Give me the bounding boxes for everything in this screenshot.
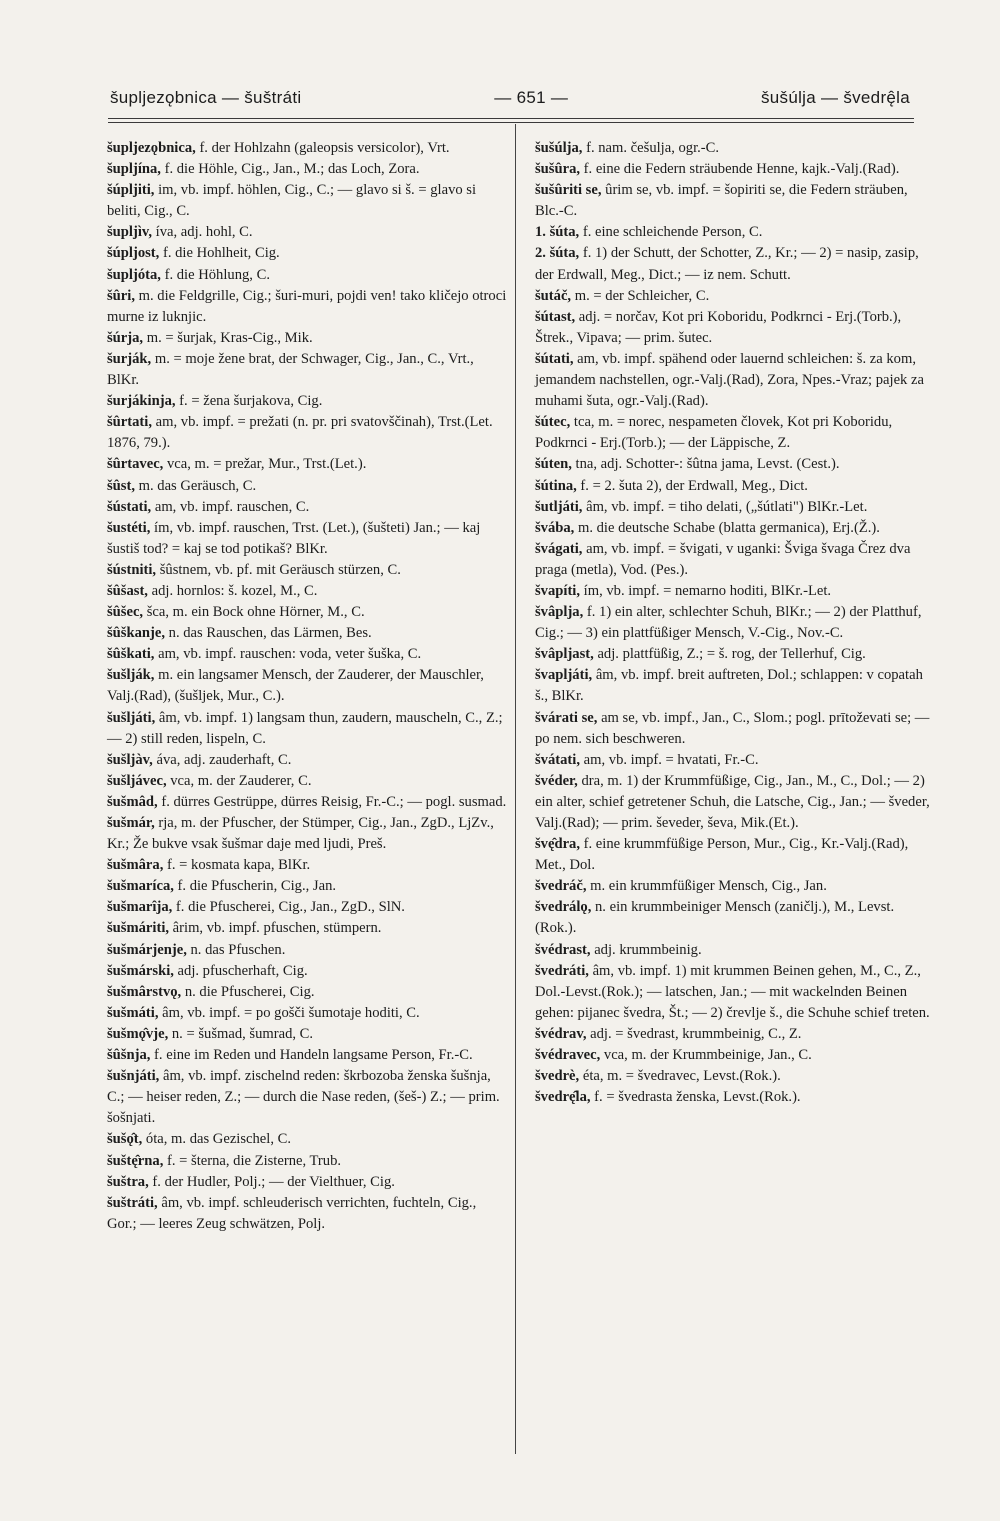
entry-definition: m. die deutsche Schabe (blatta germanica), Erj.(Ž.).	[574, 519, 880, 536]
dictionary-entry	[535, 412, 935, 454]
dictionary-entry	[535, 961, 935, 1024]
entry-definition: f. der Hudler, Polj.; — der Vielthuer, Cig.	[148, 1173, 395, 1190]
dictionary-entry	[107, 961, 507, 982]
entry-headword: šušlják,	[107, 667, 155, 684]
entry-headword: šušljàv,	[107, 751, 153, 768]
dictionary-entry	[107, 813, 507, 855]
entry-headword: šúten,	[535, 456, 572, 473]
dictionary-entry	[107, 855, 507, 876]
entry-definition: am se, vb. impf., Jan., C., Slom.; pogl. prītoževati se; — po nem. sich beschweren.	[535, 709, 930, 747]
dictionary-entry	[107, 1151, 507, 1172]
dictionary-entry	[535, 307, 935, 349]
entry-definition: n. ein krummbeiniger Mensch (zaničlj.), M., Levst.(Rok.).	[535, 899, 895, 937]
dictionary-entry	[535, 708, 935, 750]
entry-headword: švárati se,	[535, 709, 598, 726]
dictionary-entry	[535, 518, 935, 539]
entry-definition: f. 1) ein alter, schlechter Schuh, BlKr.; — 2) der Platthuf, Cig.; — 3) ein plattfüßiger Mensch, V.-Cig., Nov.-C.	[535, 604, 922, 642]
entry-definition: íva, adj. hohl, C.	[152, 224, 253, 241]
entry-headword: švedráti,	[535, 962, 589, 979]
entry-headword: šurják,	[107, 350, 152, 367]
entry-definition: n. das Rauschen, das Lärmen, Bes.	[165, 625, 372, 642]
entry-definition: rja, m. der Pfuscher, der Stümper, Cig., Jan., ZgD., LjZv., Kr.; Že bukve vsak šušmar daje med ljudi, Preš.	[107, 815, 494, 853]
entry-definition: m. = der Schleicher, C.	[571, 287, 710, 304]
header-rule	[108, 118, 914, 119]
entry-headword: šûšast,	[107, 582, 148, 599]
entry-definition: am, vb. impf. spähend oder lauernd schleichen: š. za kom, jemandem nachstellen, ogr.-Valj.(Rad), Zora, Npes.-Vraz; pajek za muhami šuta, ogr.-Valj.(Rad).	[535, 350, 924, 410]
entry-headword: šušmárjenje,	[107, 941, 187, 958]
entry-definition: f. = šterna, die Zisterne, Trub.	[163, 1152, 342, 1169]
entry-headword: šupljezǫbnica,	[107, 140, 196, 156]
dictionary-entry	[107, 560, 507, 581]
entry-headword: šutáč,	[535, 287, 572, 304]
entry-headword: šûst,	[107, 477, 135, 494]
entry-definition: adj. = švedrast, krummbeinig, C., Z.	[586, 1025, 802, 1042]
entry-definition: f. die Höhle, Cig., Jan., M.; das Loch, Zora.	[160, 161, 420, 178]
entry-headword: švába,	[535, 519, 575, 536]
entry-headword: šupljóta,	[107, 266, 161, 283]
dictionary-entry	[535, 454, 935, 475]
dictionary-entry	[107, 792, 507, 813]
entry-headword: šûšnja,	[107, 1047, 151, 1064]
dictionary-entry	[535, 180, 935, 222]
dictionary-entry	[535, 940, 935, 961]
entry-headword: švedráč,	[535, 878, 587, 895]
entry-headword: šúrja,	[107, 329, 144, 346]
dictionary-entry	[107, 454, 507, 475]
entry-headword: šutljáti,	[535, 498, 583, 515]
entry-headword: šušmár,	[107, 815, 155, 831]
entry-headword: šustéti,	[107, 519, 151, 536]
entry-definition: f. der Hohlzahn (galeopsis versicolor), Vrt.	[195, 140, 450, 156]
entry-headword: švapljáti,	[535, 667, 593, 684]
entry-definition: f. nam. češulja, ogr.-C.	[582, 140, 720, 156]
entry-headword: šuštra,	[107, 1173, 149, 1190]
entry-definition: âm, vb. impf. = po gošči šumotaje hoditi, C.	[158, 1004, 420, 1021]
entry-headword: švédrav,	[535, 1025, 587, 1042]
entry-definition: n. die Pfuscherei, Cig.	[181, 983, 315, 1000]
dictionary-entry	[535, 243, 935, 285]
entry-headword: šušmâd,	[107, 793, 158, 810]
entry-definition: ârim, vb. impf. pfuschen, stümpern.	[169, 920, 382, 937]
left-column	[107, 138, 507, 1235]
dictionary-entry	[107, 644, 507, 665]
dictionary-entry	[535, 1087, 935, 1108]
entry-headword: šušmáriti,	[107, 920, 170, 937]
entry-headword: šušmarîja,	[107, 899, 173, 916]
entry-definition: am, vb. impf. = prežati (n. pr. pri svatovščinah), Trst.(Let. 1876, 79.).	[107, 414, 493, 452]
entry-headword: šûrtavec,	[107, 456, 164, 473]
entry-headword: šušmǫ̂vje,	[107, 1025, 169, 1042]
entry-headword: švágati,	[535, 540, 583, 557]
entry-definition: im, vb. impf. höhlen, Cig., C.; — glavo si š. = glavo si beliti, Cig., C.	[107, 182, 477, 220]
dictionary-entry	[535, 159, 935, 180]
dictionary-entry	[107, 918, 507, 939]
entry-headword: šupljìv,	[107, 224, 153, 241]
entry-definition: vca, m. der Zauderer, C.	[166, 772, 312, 789]
entry-headword: šútina,	[535, 477, 577, 494]
dictionary-entry	[107, 518, 507, 560]
entry-definition: adj. hornlos: š. kozel, M., C.	[147, 582, 318, 599]
entry-definition: n. das Pfuschen.	[186, 941, 286, 958]
entry-definition: m. ein langsamer Mensch, der Zauderer, der Mauschler, Valj.(Rad), (šušljek, Mur., C.).	[107, 667, 484, 705]
entry-definition: éta, m. = švedravec, Levst.(Rok.).	[579, 1068, 781, 1085]
dictionary-entry	[107, 1045, 507, 1066]
dictionary-entry	[107, 138, 507, 159]
entry-definition: adj. = norčav, Kot pri Koboridu, Podkrnci - Erj.(Torb.), Štrek., Vipava; — prim. šutec.	[535, 308, 902, 346]
entry-headword: šûri,	[107, 287, 135, 304]
entry-definition: adj. krummbeinig.	[590, 941, 702, 958]
dictionary-entry	[107, 623, 507, 644]
entry-headword: šušûra,	[535, 161, 581, 178]
entry-headword: šušmârstvǫ,	[107, 983, 182, 1000]
entry-definition: dra, m. 1) der Krummfüßige, Cig., Jan., M., C., Dol.; — 2) ein alter, schief getretener Schuh, die Latsche, Cig., Jan.; — šveder, Valj.(Rad); — prim. ševeder, ševa, Mik.(Et.).	[535, 772, 930, 831]
entry-headword: šušnjáti,	[107, 1068, 160, 1085]
entry-definition: am, vb. impf. rauschen, C.	[151, 498, 310, 515]
entry-definition: am, vb. impf. = hvatati, Fr.-C.	[580, 751, 759, 768]
entry-definition: tna, adj. Schotter-: šûtna jama, Levst. (Cest.).	[571, 456, 840, 473]
dictionary-entry	[107, 1066, 507, 1129]
entry-headword: šútec,	[535, 414, 571, 431]
column-divider	[515, 124, 516, 1454]
dictionary-entry	[107, 602, 507, 623]
entry-headword: 2. šúta,	[535, 245, 580, 262]
entry-headword: šušmâra,	[107, 857, 164, 874]
dictionary-entry	[107, 1172, 507, 1193]
entry-definition: ím, vb. impf. = nemarno hoditi, BlKr.-Let.	[580, 582, 832, 599]
dictionary-entry	[535, 834, 935, 876]
dictionary-entry	[107, 1003, 507, 1024]
dictionary-entry	[535, 771, 935, 834]
header-left: šupljezǫbnica — šuštráti	[110, 88, 302, 107]
entry-definition: m. die Feldgrille, Cig.; šuri-muri, pojdi ven! tako kličejo otroci murne iz luknjic.	[107, 287, 507, 325]
entry-definition: f. = kosmata kapa, BlKr.	[163, 857, 311, 874]
entry-definition: áva, adj. zauderhaft, C.	[152, 751, 292, 768]
entry-headword: šurjákinja,	[107, 393, 176, 410]
dictionary-entry	[535, 665, 935, 707]
dictionary-entry	[535, 1066, 935, 1087]
entry-headword: šûškanje,	[107, 625, 165, 642]
dictionary-entry	[107, 391, 507, 412]
entry-definition: m. = šurjak, Kras-Cig., Mik.	[143, 329, 313, 346]
dictionary-entry	[535, 1045, 935, 1066]
entry-headword: švedrálǫ,	[535, 899, 592, 916]
entry-headword: švedrę̂la,	[535, 1089, 591, 1106]
entry-definition: tca, m. = norec, nespameten človek, Kot pri Koboridu, Podkrnci - Erj.(Torb.); — der Läppische, Z.	[535, 414, 893, 452]
entry-headword: šústniti,	[107, 561, 157, 578]
entry-headword: šuštę̂rna,	[107, 1152, 164, 1169]
entry-definition: m. ein krummfüßiger Mensch, Cig., Jan.	[586, 878, 827, 895]
entry-definition: f. = 2. šuta 2), der Erdwall, Meg., Dict.	[576, 477, 808, 494]
dictionary-entry	[107, 159, 507, 180]
header-rule-double	[108, 122, 914, 123]
entry-definition: f. eine krummfüßige Person, Mur., Cig., Kr.-Valj.(Rad), Met., Dol.	[535, 836, 909, 874]
entry-definition: âm, vb. impf. 1) mit krummen Beinen gehen, M., C., Z., Dol.-Levst.(Rok.); — latschen, Jan.; — mit wackelnden Beinen gehen: pijanec švedra, Št.; — 2) črevlje š., die Schuhe schief treten.	[535, 962, 930, 1021]
dictionary-entry	[535, 602, 935, 644]
dictionary-entry	[107, 897, 507, 918]
entry-headword: švâplja,	[535, 604, 584, 621]
entry-headword: švapíti,	[535, 582, 581, 599]
entry-definition: n. = šušmad, šumrad, C.	[168, 1025, 314, 1042]
dictionary-entry	[107, 222, 507, 243]
entry-definition: ím, vb. impf. rauschen, Trst. (Let.), (šušteti) Jan.; — kaj šustiš tod? = kaj se tod potikaš? BlKr.	[107, 519, 481, 557]
entry-definition: adj. pfuscherhaft, Cig.	[173, 962, 308, 979]
entry-headword: švátati,	[535, 751, 580, 768]
dictionary-entry	[535, 476, 935, 497]
entry-definition: âm, vb. impf. = tiho delati, („šútlati") BlKr.-Let.	[582, 498, 868, 515]
dictionary-entry	[107, 940, 507, 961]
dictionary-entry	[107, 243, 507, 264]
entry-headword: šušǫ̂t,	[107, 1131, 143, 1148]
dictionary-entry	[535, 497, 935, 518]
entry-definition: vca, m. = prežar, Mur., Trst.(Let.).	[163, 456, 367, 473]
entry-definition: f. eine im Reden und Handeln langsame Person, Fr.-C.	[150, 1047, 473, 1064]
entry-definition: âm, vb. impf. schleuderisch verrichten, fuchteln, Cig., Gor.; — leeres Zeug schwätzen, Polj.	[107, 1194, 477, 1232]
entry-headword: šupljína,	[107, 161, 161, 178]
entry-definition: m. = moje žene brat, der Schwager, Cig., Jan., C., Vrt., BlKr.	[107, 350, 474, 389]
dictionary-entry	[107, 665, 507, 707]
dictionary-entry	[107, 1024, 507, 1045]
entry-definition: f. dürres Gestrüppe, dürres Reisig, Fr.-C.; — pogl. susmad.	[157, 793, 507, 810]
entry-headword: šuštráti,	[107, 1194, 158, 1211]
entry-headword: šûšec,	[107, 604, 144, 621]
entry-headword: šušmárski,	[107, 962, 174, 979]
dictionary-entry	[535, 222, 935, 243]
entry-definition: adj. plattfüßig, Z.; = š. rog, der Tellerhuf, Cig.	[593, 646, 866, 663]
entry-headword: šústati,	[107, 498, 152, 515]
dictionary-entry	[535, 897, 935, 939]
entry-definition: f. eine schleichende Person, C.	[579, 224, 763, 241]
entry-headword: švédrast,	[535, 941, 591, 958]
entry-definition: šûstnem, vb. pf. mit Geräusch stürzen, C.	[156, 561, 401, 578]
entry-headword: šúpljost,	[107, 245, 160, 262]
entry-definition: ûrim se, vb. impf. = šopiriti se, die Federn sträuben, Blc.-C.	[535, 182, 908, 220]
header-right: šušúlja — švedrę̂la	[760, 88, 910, 107]
entry-definition: f. = švedrasta ženska, Levst.(Rok.).	[590, 1089, 801, 1106]
entry-definition: f. die Hohlheit, Cig.	[159, 245, 280, 262]
dictionary-entry	[535, 1024, 935, 1045]
entry-headword: švę̂dra,	[535, 836, 580, 853]
page-number: — 651 —	[494, 88, 569, 107]
dictionary-entry	[107, 1193, 507, 1235]
dictionary-entry	[107, 349, 507, 391]
entry-definition: vca, m. der Krummbeinige, Jan., C.	[600, 1047, 812, 1064]
dictionary-entry	[535, 644, 935, 665]
right-column	[535, 138, 935, 1108]
entry-definition: âm, vb. impf. 1) langsam thun, zaudern, mauscheln, C., Z.; — 2) still reden, lispeln, C.	[107, 709, 503, 747]
entry-headword: šútast,	[535, 308, 576, 325]
entry-headword: šûrtati,	[107, 414, 152, 431]
entry-definition: am, vb. impf. = švigati, v uganki: Šviga švaga Črez dva praga (metla), Vod. (Pes.).	[535, 540, 911, 578]
dictionary-entry	[107, 412, 507, 454]
entry-headword: šúpljiti,	[107, 182, 155, 199]
entry-definition: f. die Pfuscherei, Cig., Jan., ZgD., SlN.	[172, 899, 405, 916]
dictionary-entry	[107, 497, 507, 518]
dictionary-entry	[107, 180, 507, 222]
entry-definition: f. = žena šurjakova, Cig.	[175, 393, 323, 410]
entry-headword: švâpljast,	[535, 646, 594, 663]
entry-headword: šušúlja,	[535, 140, 583, 156]
dictionary-entry	[107, 876, 507, 897]
running-header	[110, 84, 910, 112]
dictionary-entry	[535, 581, 935, 602]
entry-definition: óta, m. das Gezischel, C.	[142, 1131, 292, 1148]
entry-headword: šušmáti,	[107, 1004, 159, 1021]
dictionary-entry	[535, 286, 935, 307]
dictionary-entry	[107, 286, 507, 328]
entry-headword: 1. šúta,	[535, 224, 580, 241]
entry-headword: šûškati,	[107, 646, 155, 663]
dictionary-entry	[107, 708, 507, 750]
dictionary-entry	[535, 138, 935, 159]
dictionary-entry	[107, 1129, 507, 1150]
entry-definition: f. eine die Federn sträubende Henne, kajk.-Valj.(Rad).	[580, 161, 900, 178]
entry-definition: šca, m. ein Bock ohne Hörner, M., C.	[143, 604, 365, 621]
dictionary-entry	[535, 750, 935, 771]
entry-headword: švéder,	[535, 772, 578, 789]
entry-headword: šútati,	[535, 350, 574, 367]
entry-definition: âm, vb. impf. breit auftreten, Dol.; schlappen: v copatah š., BlKr.	[535, 667, 923, 705]
entry-definition: m. das Geräusch, C.	[134, 477, 257, 494]
dictionary-entry	[107, 328, 507, 349]
dictionary-entry	[535, 876, 935, 897]
entry-definition: f. die Pfuscherin, Cig., Jan.	[173, 878, 337, 895]
dictionary-entry	[107, 476, 507, 497]
entry-headword: šušljávec,	[107, 772, 167, 789]
entry-headword: švedrè,	[535, 1068, 580, 1085]
entry-headword: švédravec,	[535, 1047, 601, 1064]
entry-definition: am, vb. impf. rauschen: voda, veter šuška, C.	[154, 646, 422, 663]
dictionary-entry	[107, 982, 507, 1003]
entry-definition: f. die Höhlung, C.	[160, 266, 270, 283]
dictionary-entry	[107, 581, 507, 602]
dictionary-entry	[535, 539, 935, 581]
entry-definition: âm, vb. impf. zischelnd reden: škrbozoba ženska šušnja, C.; — heiser reden, Z.; — durch die Nase reden, (šeš-) Z.; — prim. šošnjati.	[107, 1068, 500, 1127]
entry-headword: šušûriti se,	[535, 182, 602, 199]
entry-headword: šušmaríca,	[107, 878, 174, 895]
entry-headword: šušljáti,	[107, 709, 156, 726]
dictionary-entry	[107, 771, 507, 792]
dictionary-entry	[107, 750, 507, 771]
dictionary-entry	[535, 349, 935, 412]
entry-definition: f. 1) der Schutt, der Schotter, Z., Kr.; — 2) = nasip, zasip, der Erdwall, Meg., Dict.; — iz nem. Schutt.	[535, 245, 919, 283]
dictionary-entry	[107, 265, 507, 286]
